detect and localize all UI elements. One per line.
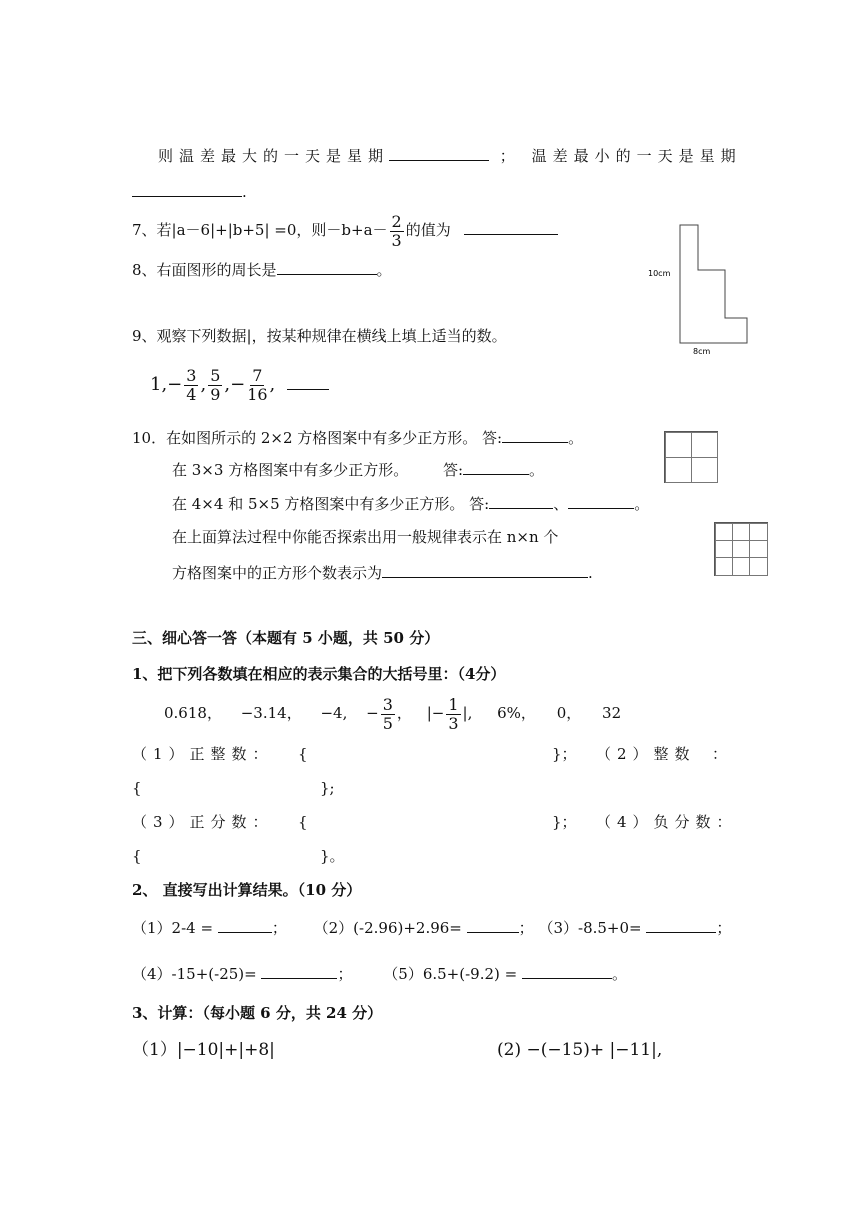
q6-text-b: 温差最小的一天是星期 xyxy=(531,147,742,165)
q7-fraction xyxy=(390,213,404,250)
q9-frac-3 xyxy=(247,367,267,404)
p2-row2 xyxy=(132,964,627,984)
p2-a1: （1）2-4 = xyxy=(132,919,214,937)
q9-frac-1 xyxy=(184,367,198,404)
p1-n4-frac xyxy=(381,696,395,733)
q9-answer-blank[interactable] xyxy=(287,375,329,390)
q7 xyxy=(132,208,558,252)
q6-sep: ； xyxy=(499,147,521,165)
p1-n4-num: 3 xyxy=(382,694,393,714)
q10-general-blank[interactable] xyxy=(382,563,588,578)
q6-end: . xyxy=(242,183,247,201)
p2-a2-blank[interactable] xyxy=(467,918,519,933)
p2-row1 xyxy=(132,918,731,938)
q10-l3-end: 。 xyxy=(634,495,650,513)
q10-l5-text: 方格图案中的正方形个数表示为 xyxy=(172,564,383,582)
q10-line4: 在上面算法过程中你能否探索出用一般规律表示在 n×n 个 xyxy=(172,528,559,546)
q10-l1-text: 10．在如图所示的 2×2 方格图案中有多少正方形。 答: xyxy=(132,429,503,447)
p2-a1-end: ； xyxy=(271,919,287,937)
q6-blank-min[interactable] xyxy=(132,182,242,197)
p1-set4-label: （4）负分数： xyxy=(596,813,738,831)
figure-height-label: 10cm xyxy=(648,269,671,278)
p2-a3-blank[interactable] xyxy=(646,918,716,933)
p2-a3-end: ； xyxy=(716,919,732,937)
q10-l1-end: 。 xyxy=(568,429,584,447)
q7-frac-num: 2 xyxy=(391,211,402,231)
p1-title: 1、把下列各数填在相应的表示集合的大括号里：（4分） xyxy=(132,665,506,683)
p2-a4: （4）-15+(-25)= xyxy=(132,965,257,983)
q9-f1-num: 3 xyxy=(186,365,197,385)
q8-answer-blank[interactable] xyxy=(277,260,377,275)
q6-line1 xyxy=(158,146,742,166)
q10-line1 xyxy=(132,428,583,448)
q9-sep1: , xyxy=(200,374,207,395)
p1-set1-close: }； xyxy=(552,745,577,763)
p3-calc2: (2) −(−15)+ |−11|, xyxy=(497,1040,663,1060)
q9-f2-den: 9 xyxy=(210,384,221,404)
q10-line2 xyxy=(172,460,544,480)
p1-n4-sign: − xyxy=(366,704,379,722)
q9-f3-den: 16 xyxy=(247,384,268,404)
p1-n5-post: |, xyxy=(462,704,473,722)
p1-n6: 6%， xyxy=(497,704,536,722)
p1-set4-open[interactable]: { xyxy=(132,847,142,865)
q7-suffix: 的值为 xyxy=(405,221,451,239)
p2-a4-blank[interactable] xyxy=(261,964,337,979)
q9-frac-2 xyxy=(208,367,222,404)
p3-calc1: （1）|−10|+|+8| xyxy=(132,1040,275,1060)
p1-set3-label: （3）正分数： xyxy=(132,813,274,831)
p1-n5-den: 3 xyxy=(448,713,459,733)
p1-n4-sep: ， xyxy=(396,704,412,722)
p2-a5-blank[interactable] xyxy=(522,964,612,979)
q8-end: 。 xyxy=(376,261,392,279)
p1-set2-close: }; xyxy=(320,779,335,797)
grid-3x3 xyxy=(714,522,768,576)
q7-answer-blank[interactable] xyxy=(464,220,558,235)
q10-l3-text: 在 4×4 和 5×5 方格图案中有多少正方形。 答: xyxy=(172,495,490,513)
p2-a2: （2）(-2.96)+2.96= xyxy=(313,919,462,937)
p1-n2: −3.14， xyxy=(240,704,302,722)
p1-set3-close: }； xyxy=(552,813,577,831)
p1-set2-open[interactable]: { xyxy=(132,779,142,797)
q10-line3 xyxy=(172,494,649,514)
q6-line2 xyxy=(132,182,247,202)
q10-line5 xyxy=(172,563,593,583)
q10-blank-5x5[interactable] xyxy=(568,494,634,509)
q10-l2-answer-label: 答: xyxy=(442,461,464,479)
p1-n5-pre: |− xyxy=(426,704,445,722)
figure-width-label: 8cm xyxy=(693,347,711,356)
p2-a1-blank[interactable] xyxy=(218,918,272,933)
p1-n7: 0， xyxy=(556,704,582,722)
q10-l2-text: 在 3×3 方格图案中有多少正方形。 xyxy=(172,461,409,479)
q9-seq-start: 1,− xyxy=(150,374,183,395)
p1-n8: 32 xyxy=(602,704,622,722)
q8 xyxy=(132,260,392,280)
q9-f2-num: 5 xyxy=(210,365,221,385)
q8-text: 8、右面图形的周长是 xyxy=(132,261,277,279)
q7-prefix: 7、若|a－6|+|b+5| =0，则－b+a－ xyxy=(132,221,388,239)
q10-l5-end: . xyxy=(588,564,593,582)
q9-sequence xyxy=(150,362,329,408)
q6-blank-max[interactable] xyxy=(389,146,489,161)
l-shape-outline xyxy=(680,225,747,343)
q10-blank-2x2[interactable] xyxy=(502,428,568,443)
p1-n3: −4, xyxy=(320,704,348,722)
q6-text-a: 则温差最大的一天是星期 xyxy=(158,147,390,165)
p1-n1: 0.618， xyxy=(164,704,222,722)
p2-a5: （5）6.5+(-9.2) = xyxy=(383,965,518,983)
p1-set1-label: （1）正整数： xyxy=(132,745,274,763)
p1-set3-open[interactable]: { xyxy=(298,813,308,831)
q10-l3-mid: 、 xyxy=(553,495,569,513)
section3-title: 三、细心答一答（本题有 5 小题，共 50 分） xyxy=(132,629,440,647)
p1-numbers xyxy=(164,690,621,736)
p1-set1-open[interactable]: { xyxy=(298,745,308,763)
p1-n5-num: 1 xyxy=(448,694,459,714)
q9-sep3: , xyxy=(269,374,276,395)
q9-question: 9、观察下列数据|，按某种规律在横线上填上适当的数。 xyxy=(132,327,507,345)
p2-a3: （3）-8.5+0= xyxy=(538,919,642,937)
p2-a2-end: ； xyxy=(518,919,534,937)
grid-2x2 xyxy=(664,431,718,483)
q9-sep2: ,− xyxy=(224,374,246,395)
p1-set4-close: }。 xyxy=(320,847,345,865)
p2-a4-end: ； xyxy=(337,965,353,983)
p2-a5-end: 。 xyxy=(612,965,628,983)
p1-set2-label: （2）整数 xyxy=(596,745,696,763)
q9-f3-num: 7 xyxy=(252,365,263,385)
p1-n5-frac xyxy=(446,696,460,733)
perimeter-figure xyxy=(640,220,760,360)
q9-f1-den: 4 xyxy=(186,384,197,404)
q10-blank-4x4[interactable] xyxy=(489,494,553,509)
p1-n4-den: 5 xyxy=(382,713,393,733)
p2-title: 2、 直接写出计算结果。（10 分） xyxy=(132,881,362,899)
p1-set2-colon: ： xyxy=(712,745,728,763)
q10-l2-end: 。 xyxy=(529,461,545,479)
q7-frac-den: 3 xyxy=(391,230,402,250)
q10-blank-3x3[interactable] xyxy=(463,460,529,475)
p3-title: 3、计算：（每小题 6 分，共 24 分） xyxy=(132,1004,383,1022)
